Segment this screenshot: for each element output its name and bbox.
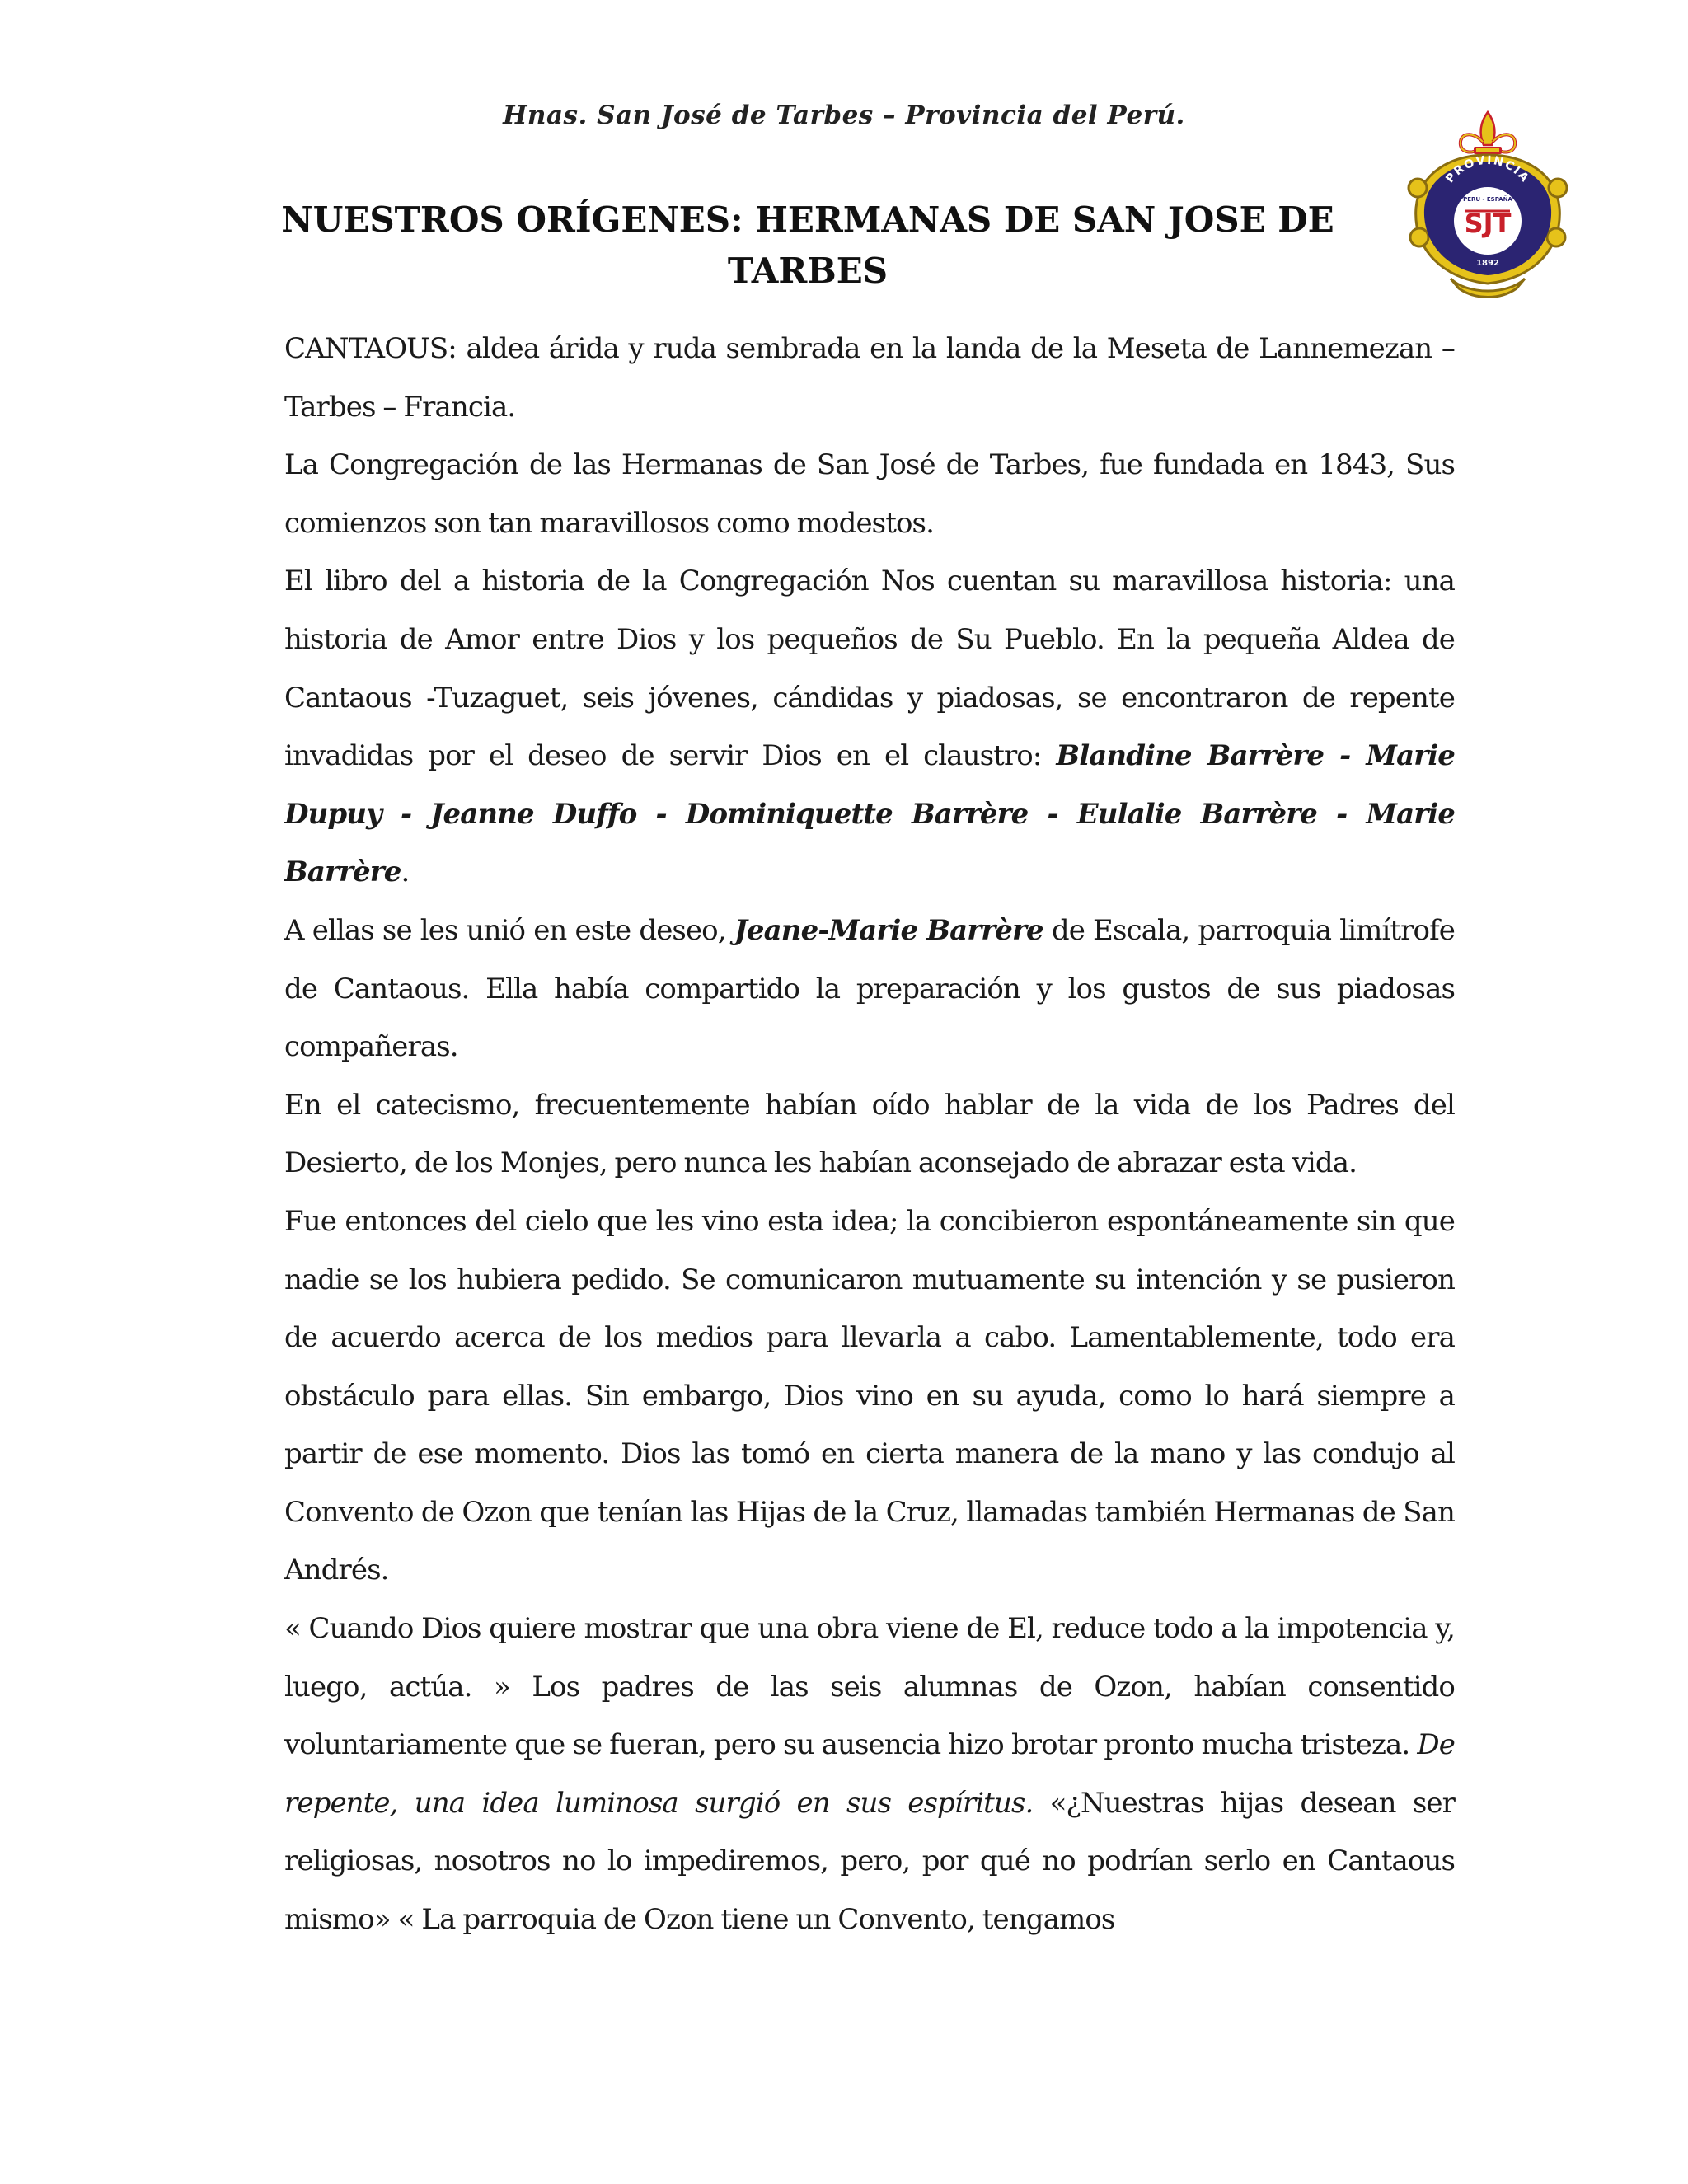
paragraph-cantaous: CANTAOUS: aldea árida y ruda sembrada en la landa de la Meseta de Lannemezan – Tarbes – Francia. [284,332,1455,424]
history-text: El libro del a historia de la Congregación Nos cuentan su maravillosa historia: una historia de Amor entre Dios y los pequeños de Su Pueblo. En la pequeña Aldea de Cantaous -Tuzaguet, seis jóvenes, cándidas y piadosas, se encontraron de repente invadidas por el deseo de servir Dios en el claustro: [284,565,1455,773]
founders-names: Blandine Barrère - Marie Dupuy - Jeanne Duffo - Dominiquette Barrère - Eulalie Barrère - Marie Barrère [284,739,1455,889]
body-text [284,320,1455,1949]
history-end: . [401,855,410,889]
paragraph-catechism: En el catecismo, frecuentemente habían oído hablar de la vida de los Padres del Desierto, de los Monjes, pero nunca les habían aconsejado de abrazar esta vida. [284,1088,1455,1180]
title-line-2: TARBES [727,251,889,291]
emblem-top-text: PROVINCIA [1443,153,1532,186]
jeane-marie-intro: A ellas se les unió en este deseo, [284,913,734,947]
running-header: Hnas. San José de Tarbes – Provincia del Perú. [503,101,1185,130]
jeane-marie-name: Jeane-Marie Barrère [734,913,1043,947]
fleur-de-lis-icon [1461,112,1515,154]
parents-quote-text: «¿Nuestras hijas desean ser religiosas, nosotros no lo impediremos, pero, por qué no podrían serlo en Cantaous mismo» « La parroquia de Ozon tiene un Convento, tengamos [284,1786,1456,1937]
page-title [247,194,1368,297]
jeane-marie-rest: de Escala, parroquia limítrofe de Cantaous. Ella había compartido la preparación y los gustos de sus piadosas compañeras. [284,913,1455,1064]
paragraph-founding: La Congregación de las Hermanas de San José de Tarbes, fue fundada en 1843, Sus comienzos son tan maravillosos como modestos. [284,448,1455,540]
paragraph-heaven-idea: Fue entonces del cielo que les vino esta idea; la concibieron espontáneamente sin que nadie se los hubiera pedido. Se comunicaron mutuamente su intención y se pusieron de acuerdo acerca de los medios para llevarla a cabo. Lamentablemente, todo era obstáculo para ellas. Sin embargo, Dios vino en su ayuda, como lo hará siempre a partir de ese momento. Dios las tomó en cierta manera de la mano y las condujo al Convento de Ozon que tenían las Hijas de la Cruz, llamadas también Hermanas de San Andrés. [284,1204,1455,1587]
emblem-monogram: SJT [1464,208,1512,239]
title-line-1: NUESTROS ORÍGENES: HERMANAS DE SAN JOSE DE [281,199,1334,240]
luminous-idea-text: De repente, una idea luminosa surgió en sus espíritus. [284,1728,1455,1820]
quote-text: « Cuando Dios quiere mostrar que una obra viene de El, reduce todo a la impotencia y, luego, actúa. » Los padres de las seis alumnas de Ozon, habían consentido voluntariamente que se fueran, pero su ausencia hizo brotar pronto mucha tristeza. [284,1612,1455,1762]
paragraph-quote [284,1600,1455,1949]
emblem-middle-text: PERU - ESPAÑA [1463,196,1512,203]
paragraph-jeane-marie [284,902,1455,1076]
emblem-year: 1892 [1476,259,1499,268]
paragraph-history [284,552,1455,902]
province-emblem-logo [1401,109,1574,307]
